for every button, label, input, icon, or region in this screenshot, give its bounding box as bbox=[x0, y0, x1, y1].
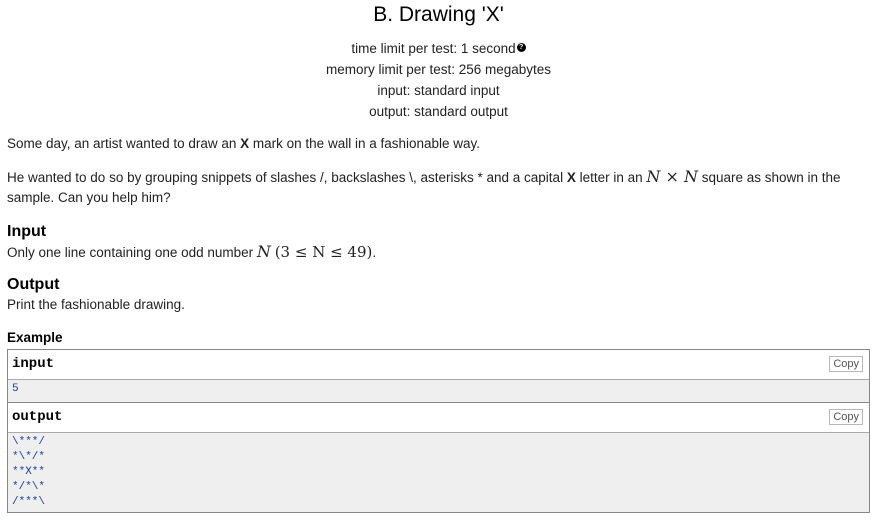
example-output-value: \***/ *\*/* **X** */*\* /***\ bbox=[8, 433, 869, 512]
example-input-value: 5 bbox=[8, 380, 869, 402]
input-section-text bbox=[7, 242, 870, 262]
example-box bbox=[7, 349, 870, 513]
math-range: (3 ≤ N ≤ 49) bbox=[274, 243, 373, 261]
statement-paragraph-2 bbox=[7, 167, 870, 208]
example-input-header bbox=[8, 350, 869, 380]
statement-bold-x: X bbox=[240, 136, 250, 151]
time-limit bbox=[0, 38, 877, 59]
copy-input-button[interactable]: Copy bbox=[829, 356, 863, 372]
example-output-label: output bbox=[12, 409, 63, 425]
copy-output-button[interactable]: Copy bbox=[829, 409, 863, 425]
problem-statement bbox=[0, 134, 877, 513]
statement-text: letter in an bbox=[575, 170, 647, 185]
statement-text: Some day, an artist wanted to draw an bbox=[7, 136, 241, 151]
statement-bold-x: X bbox=[566, 170, 576, 185]
input-text-period: . bbox=[372, 245, 377, 260]
input-section-title: Input bbox=[7, 223, 47, 240]
question-icon[interactable]: ? bbox=[517, 43, 526, 52]
math-n: N bbox=[256, 242, 271, 261]
example-output-header bbox=[8, 402, 869, 433]
problem-title: B. Drawing 'X' bbox=[373, 3, 504, 26]
example-input-label: input bbox=[12, 356, 55, 372]
output-section-text: Print the fashionable drawing. bbox=[7, 297, 185, 312]
output-section-title: Output bbox=[7, 276, 60, 293]
problem-header bbox=[0, 3, 877, 122]
output-file: output: standard output bbox=[369, 104, 508, 119]
input-file: input: standard input bbox=[377, 83, 500, 98]
statement-paragraph-1 bbox=[7, 134, 870, 154]
example-title: Example bbox=[7, 330, 63, 345]
memory-limit: memory limit per test: 256 megabytes bbox=[325, 62, 552, 77]
input-text: Only one line containing one odd number bbox=[7, 245, 257, 260]
time-limit-text: time limit per test: 1 second bbox=[351, 41, 516, 56]
statement-text: mark on the wall in a fashionable way. bbox=[249, 136, 481, 151]
statement-text: square as shown in the sample. Can you help him? bbox=[7, 170, 841, 205]
statement-text: He wanted to do so by grouping snippets of slashes /, backslashes \, asterisks * and a capital bbox=[7, 170, 567, 185]
math-n-times-n: N × N bbox=[646, 167, 698, 186]
